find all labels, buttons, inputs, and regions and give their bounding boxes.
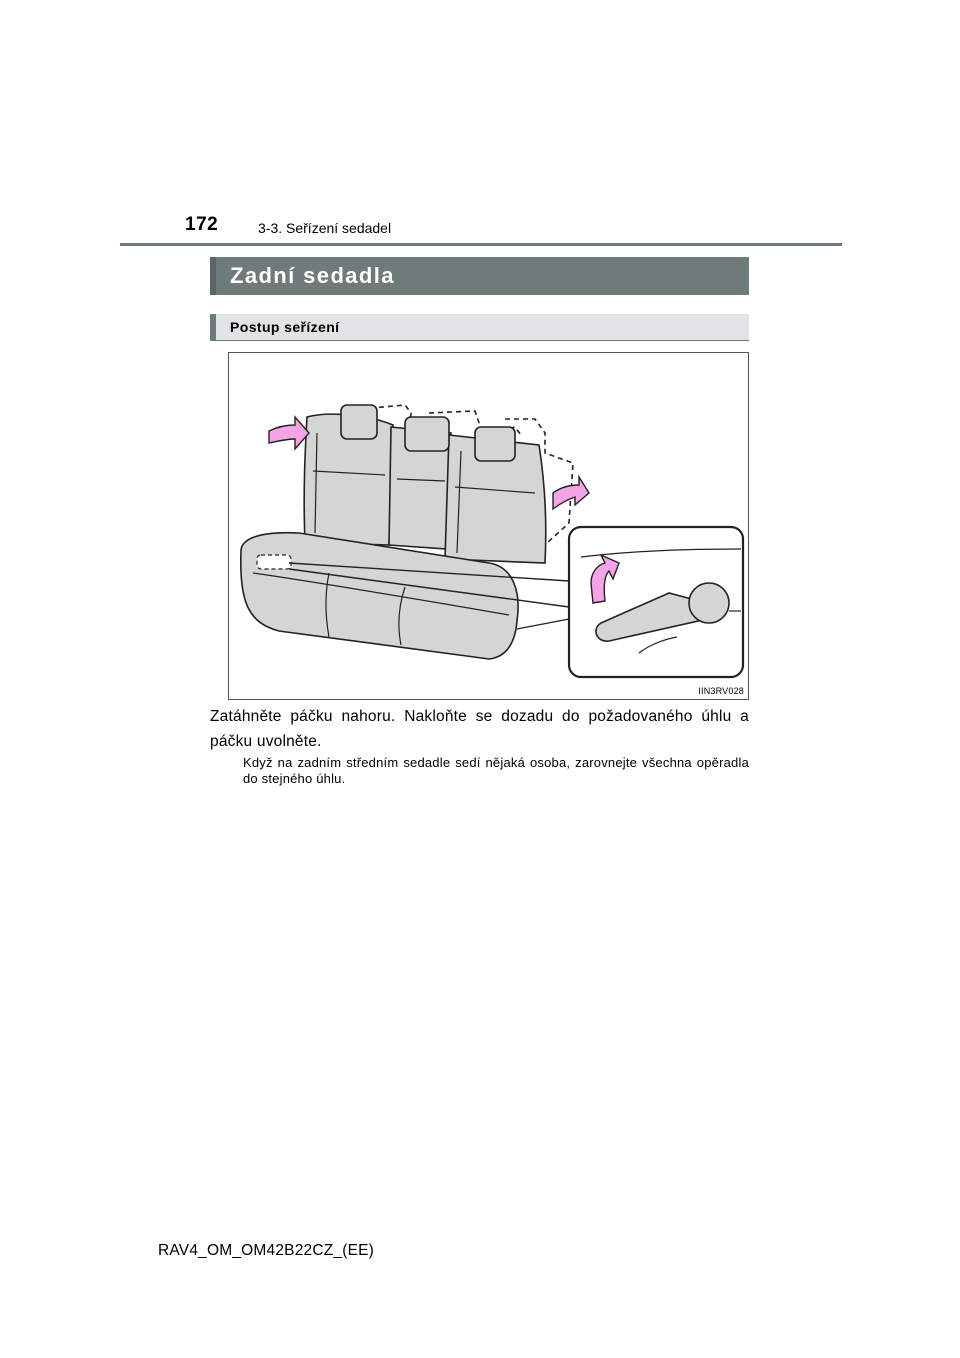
seat-lever-hidden: [257, 555, 291, 569]
right-headrest: [475, 427, 515, 461]
section-reference: 3-3. Seřízení sedadel: [258, 220, 392, 236]
rear-seat-drawing: [229, 353, 748, 699]
recline-arrow-left: [269, 417, 309, 449]
instruction-text: Zatáhněte páčku nahoru. Nakloňte se dozadu do požadovaného úhlu a páčku uvolněte.: [210, 708, 749, 750]
note-text: Když na zadním středním sedadle sedí nějaká osoba, zarovnejte všechna opěradla do stejného úhlu.: [243, 755, 749, 786]
subsection-title: Postup seřízení: [230, 319, 340, 335]
section-title: Zadní sedadla: [230, 263, 395, 288]
footer-code: RAV4_OM_OM42B22CZ_(EE): [158, 1242, 375, 1259]
center-headrest: [405, 417, 449, 451]
left-headrest: [341, 405, 377, 439]
subsection-title-bar: [210, 314, 749, 341]
section-title-bar: [210, 257, 749, 295]
header-divider: [120, 243, 842, 246]
figure-code: IIN3RV028: [698, 686, 744, 696]
seat-illustration: [228, 352, 749, 700]
page-number: 172: [185, 214, 219, 235]
lever-pivot: [689, 583, 729, 623]
